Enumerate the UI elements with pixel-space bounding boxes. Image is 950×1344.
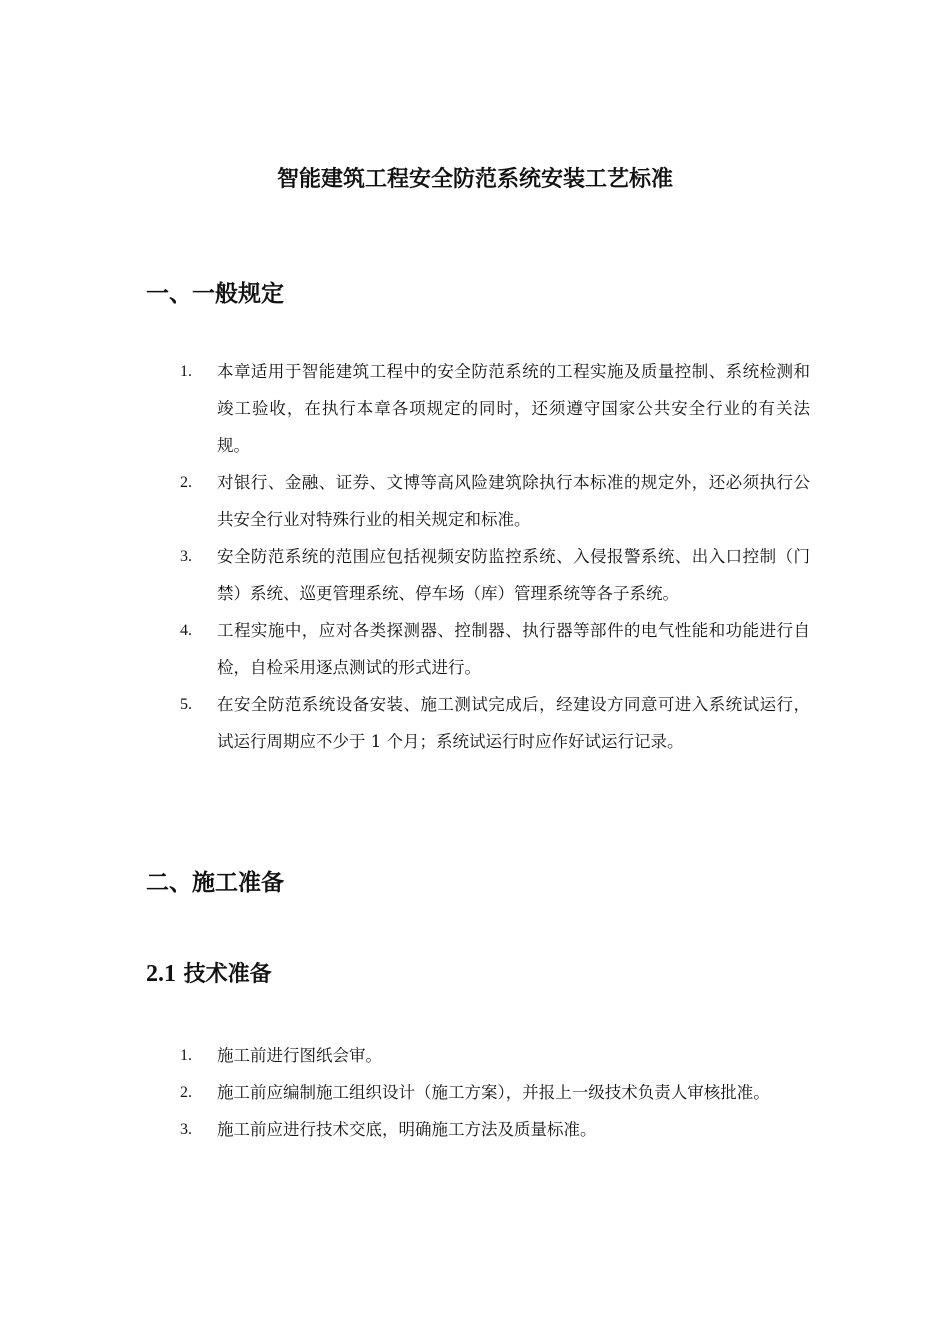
list-item-number: 4. <box>180 622 192 639</box>
list-item <box>180 686 810 760</box>
subsection-heading-technical-preparation <box>146 956 272 993</box>
list-item <box>180 464 810 538</box>
subsection-title: 技术准备 <box>183 962 272 987</box>
list-item-number: 1. <box>180 1047 192 1064</box>
list-item-number: 3. <box>180 548 192 565</box>
list-item-text: 在安全防范系统设备安装、施工测试完成后，经建设方同意可进入系统试运行，试运行周期应不少于 1 个月；系统试运行时应作好试运行记录。 <box>217 695 810 751</box>
list-item-text: 本章适用于智能建筑工程中的安全防范系统的工程实施及质量控制、系统检测和竣工验收，在执行本章各项规定的同时，还须遵守国家公共安全行业的有关法规。 <box>217 362 810 455</box>
technical-preparation-list <box>180 1037 810 1148</box>
section-heading-general-provisions: 一、一般规定 <box>146 281 284 307</box>
list-item-number: 3. <box>180 1121 192 1138</box>
list-item <box>180 1111 810 1148</box>
general-provisions-list <box>180 353 810 760</box>
list-item-text: 对银行、金融、证券、文博等高风险建筑除执行本标准的规定外，还必须执行公共安全行业对特殊行业的相关规定和标准。 <box>217 473 810 529</box>
list-item-number: 2. <box>180 474 192 491</box>
list-item-text: 施工前应编制施工组织设计（施工方案），并报上一级技术负责人审核批准。 <box>217 1083 770 1102</box>
list-item-text: 安全防范系统的范围应包括视频安防监控系统、入侵报警系统、出入口控制（门禁）系统、巡更管理系统、停车场（库）管理系统等各子系统。 <box>217 547 810 603</box>
list-item-text: 施工前进行图纸会审。 <box>217 1046 382 1065</box>
list-item-text: 工程实施中，应对各类探测器、控制器、执行器等部件的电气性能和功能进行自检，自检采用逐点测试的形式进行。 <box>217 621 810 677</box>
list-item-text: 施工前应进行技术交底，明确施工方法及质量标准。 <box>217 1120 597 1139</box>
list-item-number: 2. <box>180 1084 192 1101</box>
list-item-number: 1. <box>180 363 192 380</box>
list-item-number: 5. <box>180 696 192 713</box>
section-heading-construction-preparation: 二、施工准备 <box>146 870 284 896</box>
document-title: 智能建筑工程安全防范系统安装工艺标准 <box>276 167 673 192</box>
subsection-number: 2.1 <box>146 961 176 987</box>
list-item <box>180 612 810 686</box>
list-item <box>180 353 810 464</box>
list-item <box>180 1037 810 1074</box>
list-item <box>180 1074 810 1111</box>
list-item <box>180 538 810 612</box>
